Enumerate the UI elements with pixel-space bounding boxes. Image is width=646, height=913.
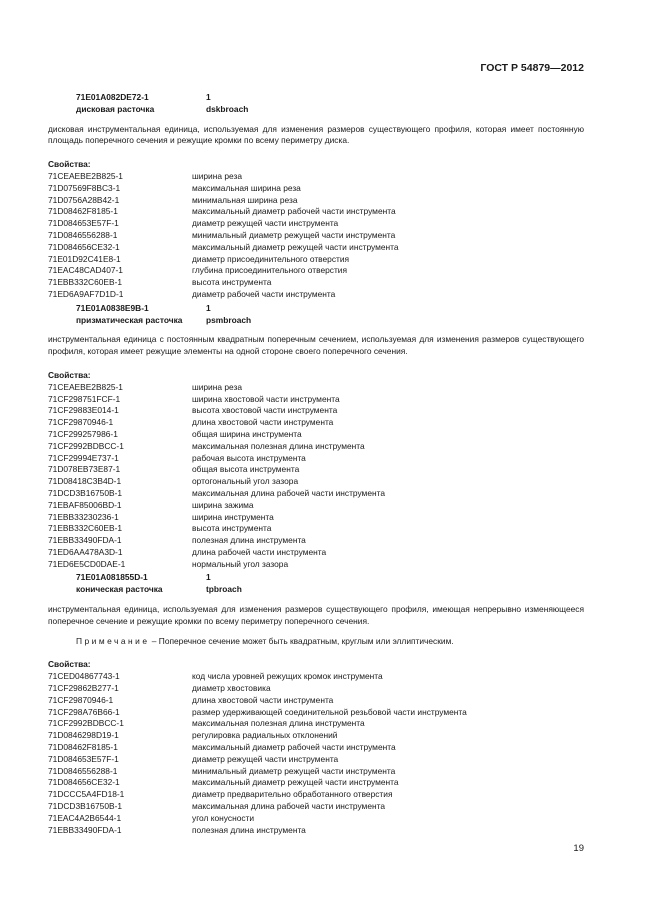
entry-id: dskbroach: [206, 103, 249, 114]
property-row: [48, 417, 584, 429]
property-code: 71CF299257986-1: [48, 428, 118, 439]
property-code: 71D078EB73E87-1: [48, 464, 121, 475]
property-row: [48, 730, 584, 742]
property-code: 71D0846556288-1: [48, 765, 118, 776]
note: [48, 636, 584, 648]
property-code: 71D08418C3B4D-1: [48, 476, 122, 487]
property-code: 71CEAEBE2B825-1: [48, 381, 123, 392]
property-row: [48, 277, 584, 289]
document-body: [48, 90, 584, 836]
property-code: 71EBB33490FDA-1: [48, 535, 122, 546]
property-name: минимальный диаметр режущей части инструмента: [192, 765, 396, 776]
property-row: [48, 464, 584, 476]
property-name: общая высота инструмента: [192, 464, 300, 475]
property-row: [48, 488, 584, 500]
property-code: 71ED6AA478A3D-1: [48, 546, 123, 557]
property-code: 71ED6A9AF7D1D-1: [48, 288, 124, 299]
property-name: глубина присоединительного отверстия: [192, 265, 348, 276]
property-row: [48, 766, 584, 778]
property-name: высота инструмента: [192, 277, 272, 288]
property-row: [48, 394, 584, 406]
property-code: 71CED04867743-1: [48, 671, 120, 682]
property-code: 71EBB332C60EB-1: [48, 523, 123, 534]
property-code: 71CF29862B277-1: [48, 683, 119, 694]
property-row: [48, 559, 584, 571]
property-row: [48, 789, 584, 801]
property-row: [48, 218, 584, 230]
property-code: 71EAC4A2B6544-1: [48, 812, 122, 823]
property-name: диаметр режущей части инструмента: [192, 218, 339, 229]
property-code: 71D0846298D19-1: [48, 730, 119, 741]
property-code: 71D0756A28B42-1: [48, 194, 120, 205]
page-number: 19: [573, 843, 584, 854]
property-row: [48, 683, 584, 695]
property-row: [48, 813, 584, 825]
property-name: диаметр предварительно обработанного отверстия: [192, 789, 393, 800]
property-row: [48, 405, 584, 417]
property-row: [48, 242, 584, 254]
entry-name: призматическая расточка: [76, 314, 183, 325]
property-code: 71EBB33230236-1: [48, 511, 119, 522]
property-row: [48, 171, 584, 183]
property-name: регулировка радиальных отклонений: [192, 730, 338, 741]
properties-list: [48, 171, 584, 301]
property-row: [48, 742, 584, 754]
entry-description: инструментальная единица, используемая для изменения размеров существующего профиля, имеющая непрерывно изменяющееся поперечное сечение и режущие кромки по всему периметру поперечного сечения.: [48, 604, 584, 626]
entry-id: psmbroach: [206, 314, 252, 325]
entry-description: дисковая инструментальная единица, используемая для изменения размеров существующего профиля, которая имеет постоянную площадь поперечного сечения и режущие кромки по всему периметру диска.: [48, 123, 584, 146]
entry-id: tpbroach: [206, 584, 242, 595]
property-row: [48, 230, 584, 242]
property-name: диаметр режущей части инструмента: [192, 753, 339, 764]
property-row: [48, 500, 584, 512]
property-row: [48, 523, 584, 535]
properties-list: [48, 671, 584, 836]
class-entry: [48, 572, 584, 836]
entry-number: 1: [206, 302, 211, 313]
property-name: длина хвостовой части инструмента: [192, 417, 334, 428]
property-name: полезная длина инструмента: [192, 535, 306, 546]
property-code: 71EBB33490FDA-1: [48, 824, 122, 835]
property-code: 71EBAF85006BD-1: [48, 499, 122, 510]
property-row: [48, 512, 584, 524]
property-name: максимальная ширина реза: [192, 182, 301, 193]
property-name: минимальный диаметр режущей части инструмента: [192, 229, 396, 240]
property-code: 71DCD3B16750B-1: [48, 487, 123, 498]
property-row: [48, 206, 584, 218]
entry-heading: [76, 303, 584, 327]
entry-number: 1: [206, 572, 211, 583]
property-row: [48, 547, 584, 559]
property-row: [48, 453, 584, 465]
property-name: минимальная ширина реза: [192, 194, 298, 205]
property-row: [48, 671, 584, 683]
property-row: [48, 777, 584, 789]
property-code: 71D084656CE32-1: [48, 777, 120, 788]
entry-number: 1: [206, 92, 211, 102]
property-code: 71CF298751FCF-1: [48, 393, 121, 404]
entry-code: 71E01A0838E9B-1: [76, 302, 149, 313]
property-code: 71D08462F8185-1: [48, 206, 118, 217]
property-row: [48, 801, 584, 813]
class-entry: [48, 303, 584, 571]
property-row: [48, 754, 584, 766]
entry-heading: [76, 572, 584, 596]
property-row: [48, 183, 584, 195]
property-code: 71CEAEBE2B825-1: [48, 170, 123, 181]
property-row: [48, 429, 584, 441]
property-name: максимальная полезная длина инструмента: [192, 440, 365, 451]
property-code: 71DCD3B16750B-1: [48, 801, 123, 812]
property-row: [48, 254, 584, 266]
property-code: 71D0846556288-1: [48, 229, 118, 240]
property-code: 71EBB332C60EB-1: [48, 277, 123, 288]
property-code: 71E01D92C41E8-1: [48, 253, 121, 264]
property-name: ортогональный угол зазора: [192, 476, 299, 487]
property-row: [48, 535, 584, 547]
property-code: 71DCCC5A4FD18-1: [48, 789, 125, 800]
property-code: 71CF2992BDBCC-1: [48, 718, 124, 729]
property-name: максимальная длина рабочей части инструмента: [192, 801, 385, 812]
property-code: 71CF298A76B66-1: [48, 706, 120, 717]
entry-code: 71E01A081855D-1: [76, 572, 148, 583]
property-row: [48, 265, 584, 277]
document-header: ГОСТ Р 54879—2012: [480, 62, 584, 74]
property-code: 71ED6E5CD0DAE-1: [48, 558, 126, 569]
property-name: ширина хвостовой части инструмента: [192, 393, 340, 404]
note-label: Примечание: [76, 635, 150, 646]
property-name: ширина инструмента: [192, 511, 274, 522]
property-code: 71EAC48CAD407-1: [48, 265, 123, 276]
property-name: диаметр рабочей части инструмента: [192, 288, 336, 299]
property-code: 71D07569F8BC3-1: [48, 182, 121, 193]
entry-code: 71E01A082DE72-1: [76, 92, 149, 102]
property-name: ширина реза: [192, 381, 242, 392]
property-row: [48, 695, 584, 707]
property-code: 71D08462F8185-1: [48, 742, 118, 753]
properties-title: Свойства:: [48, 369, 91, 380]
property-name: длина хвостовой части инструмента: [192, 694, 334, 705]
property-name: полезная длина инструмента: [192, 824, 306, 835]
property-name: размер удерживающей соединительной резьбовой части инструмента: [192, 706, 467, 717]
entry-heading: [76, 92, 584, 116]
property-code: 71CF29870946-1: [48, 694, 114, 705]
property-code: 71CF29883E014-1: [48, 405, 119, 416]
entry-description: инструментальная единица с постоянным квадратным поперечным сечением, используемая для изменения размеров существующего профиля, которая имеет режущие элементы на одной стороне своего поперечного сечения.: [48, 334, 584, 357]
property-row: [48, 718, 584, 730]
property-name: код числа уровней режущих кромок инструмента: [192, 671, 383, 682]
property-code: 71CF29994E737-1: [48, 452, 119, 463]
property-name: максимальный диаметр режущей части инструмента: [192, 777, 399, 788]
property-name: максимальный диаметр рабочей части инструмента: [192, 206, 396, 217]
property-name: длина рабочей части инструмента: [192, 546, 327, 557]
class-entry: [48, 92, 584, 301]
property-name: ширина реза: [192, 170, 242, 181]
property-name: максимальная полезная длина инструмента: [192, 718, 365, 729]
properties-title: Свойства:: [48, 159, 91, 170]
property-name: высота хвостовой части инструмента: [192, 405, 338, 416]
property-name: нормальный угол зазора: [192, 558, 289, 569]
property-code: 71CF29870946-1: [48, 417, 114, 428]
properties-title: Свойства:: [48, 659, 91, 670]
property-row: [48, 289, 584, 301]
property-row: [48, 195, 584, 207]
property-code: 71D084653E57F-1: [48, 753, 119, 764]
note-text: – Поперечное сечение может быть квадратным, круглым или эллиптическим.: [149, 635, 454, 646]
property-name: угол конусности: [192, 812, 255, 823]
entry-name: коническая расточка: [76, 584, 163, 595]
property-name: ширина зажима: [192, 499, 254, 510]
property-row: [48, 476, 584, 488]
property-row: [48, 707, 584, 719]
entry-name: дисковая расточка: [76, 103, 155, 114]
property-name: диаметр хвостовика: [192, 683, 271, 694]
property-name: высота инструмента: [192, 523, 272, 534]
property-name: общая ширина инструмента: [192, 428, 302, 439]
properties-list: [48, 382, 584, 571]
property-name: максимальная длина рабочей части инструмента: [192, 487, 385, 498]
property-name: диаметр присоединительного отверстия: [192, 253, 350, 264]
property-name: максимальный диаметр рабочей части инструмента: [192, 742, 396, 753]
property-code: 71CF2992BDBCC-1: [48, 440, 124, 451]
property-row: [48, 825, 584, 837]
property-row: [48, 382, 584, 394]
property-name: максимальный диаметр режущей части инструмента: [192, 241, 399, 252]
property-row: [48, 441, 584, 453]
property-code: 71D084653E57F-1: [48, 218, 119, 229]
property-code: 71D084656CE32-1: [48, 241, 120, 252]
property-name: рабочая высота инструмента: [192, 452, 306, 463]
